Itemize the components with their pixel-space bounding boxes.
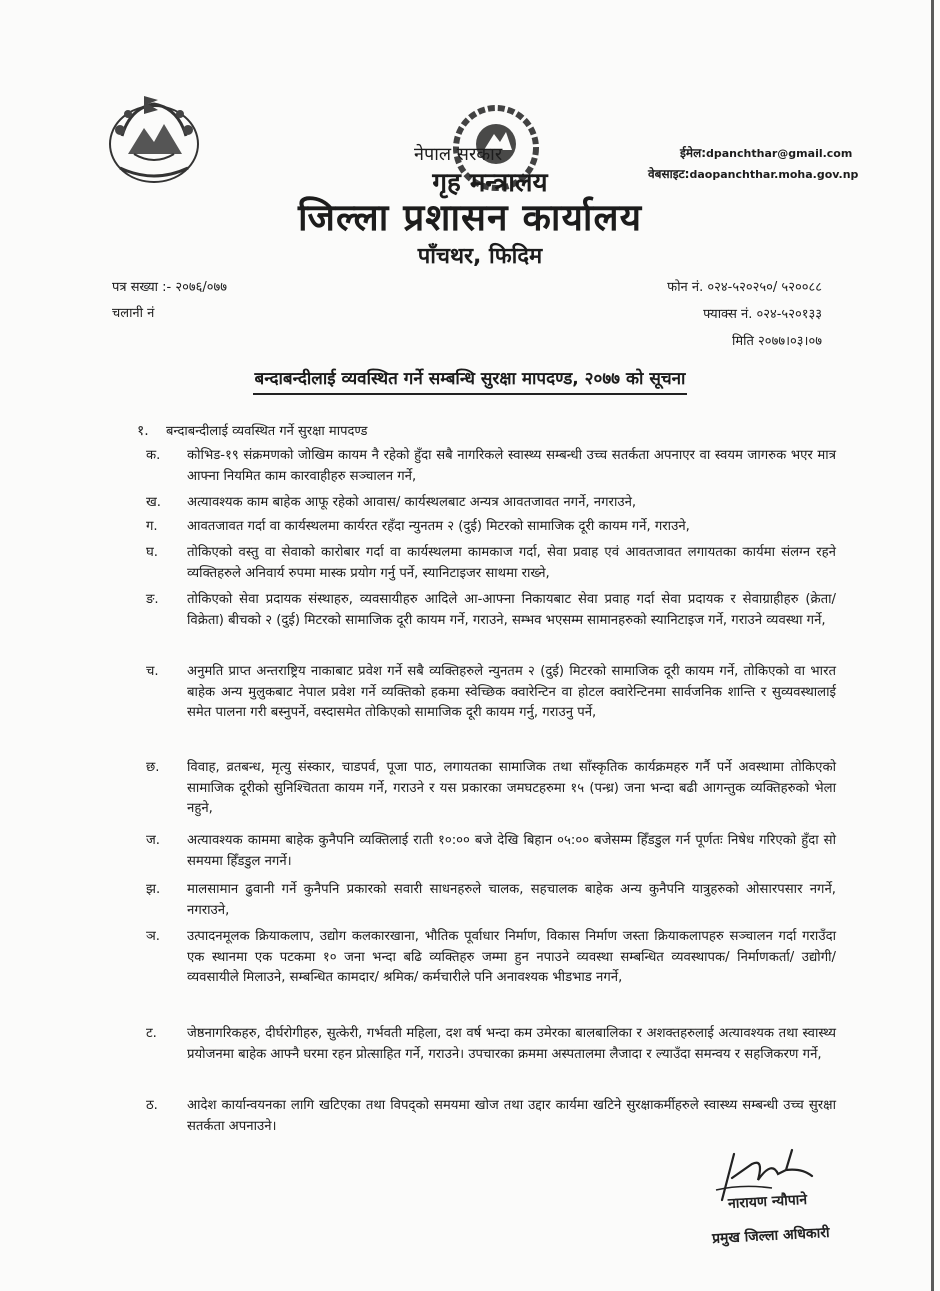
notice-subject	[0, 366, 940, 389]
letter-date: मिति २०७७।०३।०७	[732, 334, 822, 349]
email-label: ईमेल:	[680, 146, 707, 160]
item-text: उत्पादनमूलक क्रियाकलाप, उद्योग कलकारखाना, भौतिक पूर्वाधार निर्माण, विकास निर्माण जस्ता क्रियाकलापहरु सञ्चालन गर्दा गराउँदा एक स्थानमा एक पटकमा १० जना भन्दा बढि व्यक्तिहरु जम्मा हुन नपाउने व्यवस्था सम्बन्धित व्यवस्थापक/ निर्माणकर्ता/ उद्योगी/ व्यवसायीले मिलाउने, सम्बन्धित कामदार/ श्रमिक/ कर्मचारीले पनि अनावश्यक भीडभाड नगर्ने,	[187, 929, 836, 985]
government-name: नेपाल सरकार	[414, 144, 503, 165]
list-item	[146, 1024, 836, 1065]
item-marker: ट.	[146, 1026, 157, 1041]
item-marker: झ.	[146, 882, 161, 897]
item-marker: ज.	[146, 833, 160, 848]
item-marker: ग.	[146, 519, 158, 534]
list-item	[146, 662, 836, 724]
item-text: जेष्ठनागरिकहरु, दीर्घरोगीहरु, सुत्केरी, गर्भवती महिला, दश वर्ष भन्दा कम उमेरका बालबालिका र अशक्तहरुलाई अत्यावश्यक तथा स्वास्थ्य प्रयोजनमा बाहेक आफ्नै घरमा रहन प्रोत्साहित गर्ने, गराउने। उपचारका क्रममा अस्पतालमा लैजादा र ल्याउँदा समन्वय र सहजिकरण गर्ने,	[187, 1026, 836, 1062]
item-text: अनुमति प्राप्त अन्तराष्ट्रिय नाकाबाट प्रवेश गर्ने सबै व्यक्तिहरुले न्युनतम २ (दुई) मिटरको सामाजिक दूरी कायम गर्ने, तोकिएको वा भारत बाहेक अन्य मुलुकबाट नेपाल प्रवेश गर्ने व्यक्तिको हकमा स्वेच्छिक क्वारेन्टिन वा होटल क्वारेन्टिनमा सार्वजनिक शान्ति र सुव्यवस्थालाई समेत पालना गरी बस्नुपर्ने, वस्दासमेत तोकिएको सामाजिक दूरी कायम गर्नु, गराउनु पर्ने,	[187, 664, 836, 720]
item-text: मालसामान ढुवानी गर्ने कुनैपनि प्रकारको सवारी साधनहरुले चालक, सहचालक बाहेक अन्य कुनैपनि यात्रुहरुको ओसारपसार नगर्ने, नगराउने,	[187, 882, 836, 918]
list-item	[146, 831, 836, 872]
item-marker: ठ.	[146, 1098, 158, 1113]
item-text: आवतजावत गर्दा वा कार्यस्थलमा कार्यरत रहँदा न्युनतम २ (दुई) मिटरको सामाजिक दूरी कायम गर्ने, गराउने,	[187, 519, 690, 534]
item-marker: ङ.	[146, 592, 159, 607]
list-item	[146, 590, 836, 631]
item-text: आदेश कार्यान्वयनका लागि खटिएका तथा विपद्को समयमा खोज तथा उद्दार कार्यमा खटिने सुरक्षाकर्मीहरुले स्वास्थ्य सम्बन्धी उच्च सुरक्षा सतर्कता अपनाउने।	[187, 1098, 836, 1134]
signatory-name: नारायण न्यौपाने	[727, 1191, 808, 1213]
office-name: जिल्ला प्रशासन कार्यालय	[297, 196, 643, 239]
item-marker: च.	[146, 664, 159, 679]
item-marker: छ.	[146, 760, 160, 775]
phone-number: फोन नं. ०२४-५२०२५०/ ५२००८८	[667, 280, 822, 295]
fax-number: फ्याक्स नं. ०२४-५२०१३३	[703, 307, 822, 322]
list-item	[146, 493, 836, 514]
office-location: पाँचथर, फिदिम	[417, 244, 543, 269]
list-item	[146, 446, 836, 487]
letter-number: पत्र सख्या :- २०७६/०७७	[112, 280, 228, 295]
item-marker: घ.	[146, 545, 158, 560]
item-text: विवाह, व्रतबन्ध, मृत्यु संस्कार, चाडपर्व, पूजा पाठ, लगायतका सामाजिक तथा साँस्कृतिक कार्यक्रमहरु गर्नै पर्ने अवस्थामा तोकिएको सामाजिक दूरीको सुनिश्चितता कायम गर्ने, गराउने र यस प्रकारका जमघटहरुमा १५ (पन्ध्र) जना भन्दा बढी आगन्तुक व्यक्तिहरुको भेला नहुने,	[187, 760, 836, 816]
item-text: अत्यावश्यक काम बाहेक आफू रहेको आवास/ कार्यस्थलबाट अन्यत्र आवतजावत नगर्ने, नगराउने,	[187, 495, 637, 510]
subject-text: बन्दाबन्दीलाई व्यवस्थित गर्ने सम्बन्धि सुरक्षा मापदण्ड, २०७७ को सूचना	[253, 369, 688, 395]
item-text: तोकिएको सेवा प्रदायक संस्थाहरु, व्यवसायीहरु आदिले आ-आफ्ना निकायबाट सेवा प्रवाह गर्दा सेवा प्रदायक र सेवाग्राहीहरु (क्रेता/ विक्रेता) बीचको २ (दुई) मिटरको सामाजिक दूरी कायम गर्ने, गराउने, सम्भव भएसम्म सामानहरुको स्यानिटाइज गर्ने, गराउने व्यवस्था गर्ने,	[187, 592, 836, 628]
item-text: कोभिड-१९ संक्रमणको जोखिम कायम नै रहेको हुँदा सबै नागरिकले स्वास्थ्य सम्बन्धी उच्च सतर्कता अपनाएर वा स्वयम जागरुक भएर मात्र आफ्ना नियमित काम कारवाहीहरु सञ्चालन गर्ने,	[187, 448, 836, 484]
section-title: बन्दाबन्दीलाई व्यवस्थित गर्ने सुरक्षा मापदण्ड	[166, 424, 368, 439]
list-item	[146, 927, 836, 989]
section-number: १.	[137, 423, 149, 439]
ministry-name: गृह मन्त्रालय	[432, 168, 548, 198]
contact-block	[648, 143, 858, 185]
item-marker: क.	[146, 448, 161, 463]
dispatch-number: चलानी नं	[112, 306, 155, 321]
list-item	[146, 758, 836, 820]
website-link[interactable]: daopanchthar.moha.gov.np	[689, 168, 859, 181]
email-address[interactable]: dpanchthar@gmail.com	[706, 147, 853, 160]
website-label: वेबसाइट:	[648, 167, 690, 181]
list-item	[146, 517, 836, 538]
signatory-title: प्रमुख जिल्ला अधिकारी	[711, 1224, 831, 1248]
item-text: अत्यावश्यक काममा बाहेक कुनैपनि व्यक्तिलाई राती १०:०० बजे देखि बिहान ०५:०० बजेसम्म हिँडडुल गर्न पूर्णतः निषेध गरिएको हुँदा सो समयमा हिँडडुल नगर्ने।	[187, 833, 836, 869]
item-marker: ञ.	[146, 929, 160, 944]
item-marker: ख.	[146, 495, 161, 510]
list-item	[146, 1096, 836, 1137]
list-item	[146, 543, 836, 584]
list-item	[146, 880, 836, 921]
item-text: तोकिएको वस्तु वा सेवाको कारोबार गर्दा वा कार्यस्थलमा कामकाज गर्दा, सेवा प्रवाह एवं आवतजावत लगायतका कार्यमा संलग्न रहने व्यक्तिहरुले अनिवार्य रुपमा मास्क प्रयोग गर्नु पर्ने, स्यानिटाइजर साथमा राख्ने,	[187, 545, 836, 581]
